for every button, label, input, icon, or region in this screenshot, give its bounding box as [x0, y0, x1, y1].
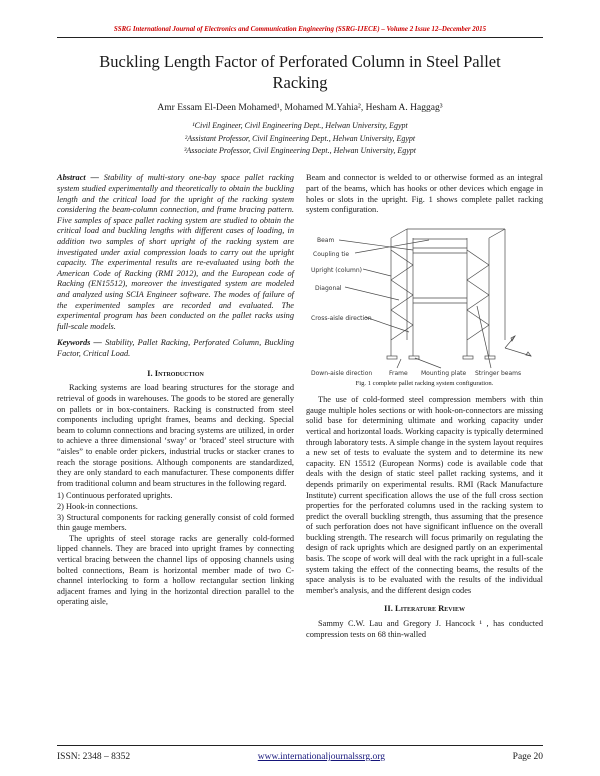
figure-label-frame: Frame	[388, 369, 408, 377]
figure-label-down-aisle: Down-aisle direction	[310, 369, 372, 377]
list-item: 2) Hook-in connections.	[57, 501, 138, 511]
figure-label-beam: Beam	[316, 236, 334, 244]
authors-line: Amr Essam El-Deen Mohamed¹, Mohamed M.Yahia², Hesham A. Haggag³	[157, 103, 443, 114]
figure-label-diagonal: Diagonal	[314, 284, 342, 292]
intro-paragraph-2: The uprights of steel storage racks are generally cold-formed lipped channels. They are braced into upright frames by connecting vertical bracing between the channel lips of opposing channels using bolted connections, Beam is horizontal member made of two C-channel interlocking to form a hollow rectangular section linking adjacent frames and lying in the horizontal direction parallel to the operating aisle,	[57, 533, 294, 607]
list-item: 3) Structural components for racking generally consist of cold formed thin gauge members.	[57, 512, 294, 533]
abstract-text: Stability of multi-story one-bay space pallet racking system studied experimentally and theoretically to obtain the buckling length and the critical load for the upright of the racking system considering the beam-column connection, and frame bracing pattern. Five samples of space pallet racking system are studied to obtain the critical load and buckling lengths with different cases of loading, in addition two samples of short upright of the racking system are investigated under axial compression loads to carry out the upright capacity. The experimental results are re-evaluated using both the American Code of Racking (RMI 2012), and the European code of Racking (EN15512), moreover the investigated system are modeled and analyzed using SCIA Engineer software. The modes of failure of the experimented samples are recorded and evaluated. The experimental program has been conducted on the pallet racks using full-scale models.	[57, 173, 294, 331]
journal-header: SSRG International Journal of Electronics and Communication Engineering (SSRG-IJECE) – Volume 2 Issue 12–December 2015	[57, 26, 543, 38]
keywords-paragraph	[57, 338, 294, 359]
figure-label-cross-aisle: Cross-aisle direction	[310, 314, 372, 322]
figure-label-coupling-tie: Coupling tie	[312, 250, 349, 258]
affiliations-block	[57, 120, 543, 157]
right-paragraph-1: The use of cold-formed steel compression members with thin gauge multiple holes sections or with hook-on-connectors are missing solid base for determining ultimate and working capacity under vertical and horizontal loads. Working capacity is typically determined through laboratory tests. A simple change in the system layout requires a new set of tests to evaluate the system and to determine its new capacity. EN 15512 (European Norms) code is available code that deals with the design of static steel pallet racking systems, and it depends primarily on experimental results. RMI (Rack Manufacture Institute) current specification allows the use of the full cross section properties for the perforated columns used in the racking system to predict the overall buckling strength, thus assuming that the presence of such perforation does not have significant influence on the overall buckling strength. The research will focus primarily on regulating the design of rack uprights which are designed partly on an experimental basis. The scope of work will deal with the rack upright in a full-scale system taking the effect of the connecting beams, the results of the space analysis is to be evaluated with the results of the individual member's analysis, and the different design codes	[306, 395, 543, 595]
intro-paragraph-1: Racking systems are load bearing structures for the storage and retrieval of goods in warehouses. The goods to be stored are generally on pallets or in box-containers. Racking is constructed from steel components including upright frames, beams and decking. Special beam to column connections and bracing systems are utilized, in order to achieve a three dimensional ‘sway’ or ‘braced’ steel structure with “aisles” to enable order pickers, industrial trucks or stacker cranes to reach the storage positions. Although components are standardized, they are only standard to each manufacturer. These components differ from traditional column and beam structures in the following regard.	[57, 383, 294, 488]
right-column	[306, 173, 543, 642]
rack-figure-drawing	[309, 220, 541, 378]
literature-paragraph: Sammy C.W. Lau and Gregory J. Hancock ¹ , has conducted compression tests on 68 thin-walled	[306, 619, 543, 639]
footer-url-link[interactable]: www.internationaljournalssrg.org	[257, 752, 386, 762]
figure-label-upright-column: Upright (column)	[310, 266, 362, 274]
right-paragraph-0: Beam and connector is welded to or otherwise formed as an integral part of the beams, which has hooks or other devices which engage in holes or slots in the upright. Fig. 1 shows complete pallet racking system configuration.	[306, 173, 543, 215]
two-column-body	[57, 173, 543, 642]
list-item: 1) Continuous perforated uprights.	[57, 491, 173, 501]
affiliation-line: ²Assistant Professor, Civil Engineering Dept., Helwan University, Egypt	[184, 133, 416, 143]
keywords-label: Keywords —	[57, 338, 102, 348]
section-heading-introduction: I. Introduction	[147, 367, 204, 378]
left-column	[57, 173, 294, 642]
figure-label-mounting-plate: Mounting plate	[420, 369, 466, 377]
section-heading-literature-review: II. Literature Review	[384, 603, 465, 614]
figure-label-stringer-beams: Stringer beams	[474, 369, 521, 377]
page-title: Buckling Length Factor of Perforated Column in Steel Pallet Racking	[99, 52, 501, 92]
affiliation-line: ³Associate Professor, Civil Engineering Dept., Helwan University, Egypt	[183, 146, 417, 156]
abstract-label: Abstract —	[57, 173, 99, 183]
page-footer	[57, 745, 543, 762]
figure-caption: Fig. 1 complete pallet racking system configuration.	[355, 379, 494, 387]
footer-issn: ISSN: 2348 – 8352	[57, 752, 131, 762]
figure-1	[309, 220, 541, 388]
footer-page-number: Page 20	[512, 752, 543, 762]
abstract-paragraph	[57, 173, 294, 332]
affiliation-line: ¹Civil Engineer, Civil Engineering Dept., Helwan University, Egypt	[192, 121, 408, 131]
keywords-text: Stability, Pallet Racking, Perforated Column, Buckling Factor, Critical Load.	[57, 338, 294, 358]
